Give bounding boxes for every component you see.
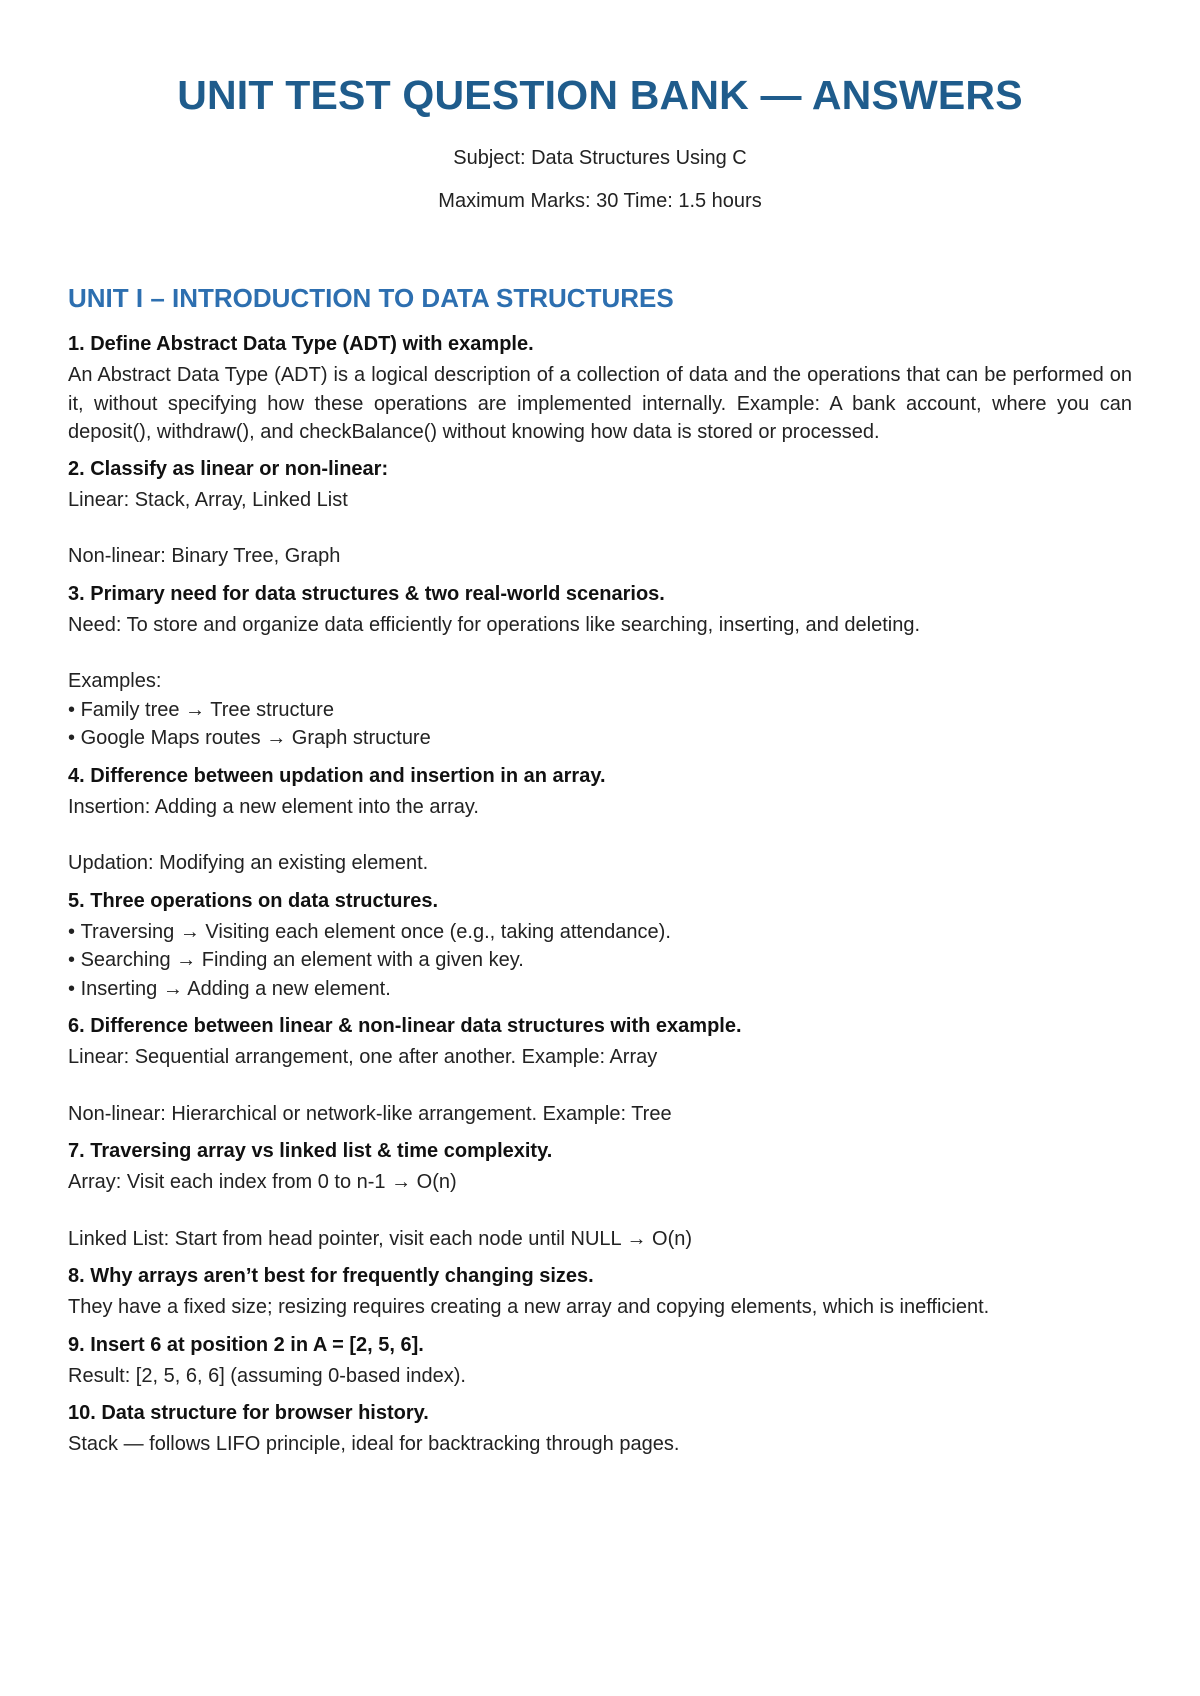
spacer	[68, 1197, 1132, 1225]
answer-text: Updation: Modifying an existing element.	[68, 852, 429, 874]
answer-text: Linear: Stack, Array, Linked List	[68, 488, 348, 511]
document-title: UNIT TEST QUESTION BANK — ANSWERS	[177, 72, 1023, 118]
question-block-4	[68, 762, 1132, 878]
question-text: 2. Classify as linear or non-linear:	[68, 457, 389, 480]
answer-text: An Abstract Data Type (ADT) is a logical description of a collection of data and the operations that can be performed on it, without specifying how these operations are implemented internally. Example: A bank account, where you can deposit(), withdraw(), and checkBalance() without knowing how data is stored or processed.	[68, 364, 1132, 443]
question-text: 8. Why arrays aren’t best for frequently changing sizes.	[68, 1265, 594, 1287]
spacer	[68, 821, 1132, 849]
question-text: 7. Traversing array vs linked list & time complexity.	[68, 1140, 553, 1162]
answer-text: Non-linear: Hierarchical or network-like arrangement. Example: Tree	[68, 1102, 672, 1125]
answer-text: Linked List: Start from head pointer, visit each node until NULL → O(n)	[68, 1227, 693, 1250]
answer-text: Stack — follows LIFO principle, ideal for backtracking through pages.	[68, 1433, 680, 1455]
spacer	[68, 1072, 1132, 1100]
question-block-3	[68, 580, 1132, 753]
question-block-6	[68, 1012, 1132, 1128]
question-block-2	[68, 455, 1132, 571]
question-text: 1. Define Abstract Data Type (ADT) with example.	[68, 333, 534, 355]
list-item: • Inserting → Adding a new element.	[68, 975, 1132, 1004]
question-block-1	[68, 330, 1132, 447]
subject-line: Subject: Data Structures Using C	[453, 147, 747, 169]
question-text: 6. Difference between linear & non-linear data structures with example.	[68, 1015, 742, 1037]
answer-text: They have a fixed size; resizing requires creating a new array and copying elements, which is inefficient.	[68, 1296, 990, 1318]
list-item: • Google Maps routes → Graph structure	[68, 724, 1132, 753]
answer-text: Need: To store and organize data efficiently for operations like searching, inserting, and deleting.	[68, 613, 921, 636]
spacer	[68, 514, 1132, 542]
answer-text: Result: [2, 5, 6, 6] (assuming 0-based index).	[68, 1364, 466, 1387]
question-text: 10. Data structure for browser history.	[68, 1402, 429, 1424]
question-block-10	[68, 1399, 1132, 1459]
marks-time-line: Maximum Marks: 30 Time: 1.5 hours	[438, 190, 762, 212]
answer-text: Non-linear: Binary Tree, Graph	[68, 545, 341, 567]
unit-heading: UNIT I – INTRODUCTION TO DATA STRUCTURES	[68, 283, 674, 313]
list-item: • Searching → Finding an element with a given key.	[68, 946, 1132, 975]
answer-text: Insertion: Adding a new element into the array.	[68, 795, 479, 818]
list-item: • Traversing → Visiting each element once (e.g., taking attendance).	[68, 918, 1132, 947]
question-text: 9. Insert 6 at position 2 in A = [2, 5, 6].	[68, 1333, 424, 1356]
list-item: • Family tree → Tree structure	[68, 696, 1132, 725]
question-block-8	[68, 1262, 1132, 1322]
question-block-5	[68, 887, 1132, 1004]
question-block-7	[68, 1137, 1132, 1253]
spacer	[68, 639, 1132, 667]
question-text: 3. Primary need for data structures & two real-world scenarios.	[68, 582, 665, 605]
answer-text: Linear: Sequential arrangement, one after another. Example: Array	[68, 1046, 658, 1068]
question-block-9	[68, 1331, 1132, 1391]
answer-text: Examples:	[68, 670, 162, 692]
question-text: 4. Difference between updation and insertion in an array.	[68, 764, 606, 787]
answer-text: Array: Visit each index from 0 to n-1 → O(n)	[68, 1171, 457, 1193]
question-text: 5. Three operations on data structures.	[68, 889, 439, 912]
